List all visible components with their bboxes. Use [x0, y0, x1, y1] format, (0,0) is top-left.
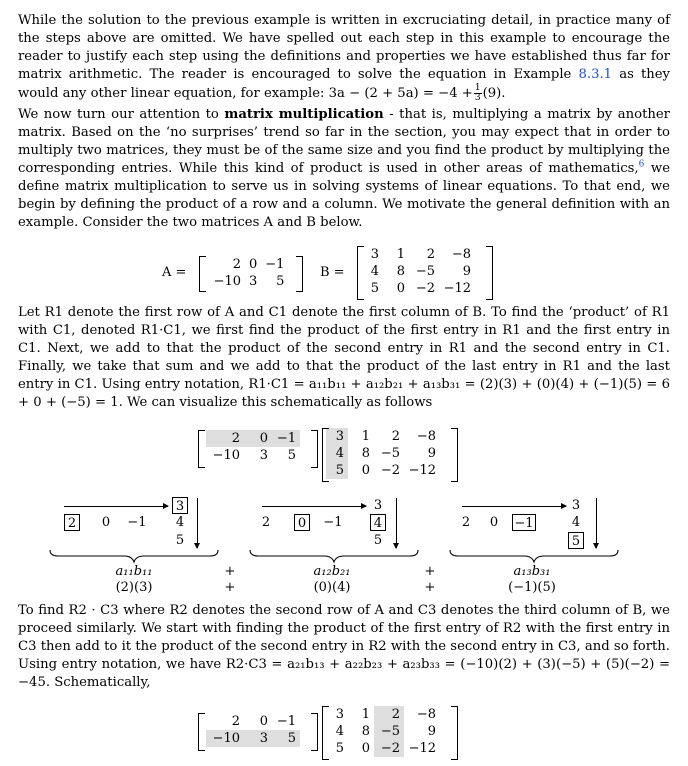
a-cell: −10 [213, 274, 241, 289]
plus-sign: + [424, 564, 436, 579]
term-matrix-multiplication: matrix multiplication [224, 107, 384, 122]
a-cell: 5 [276, 274, 285, 289]
paragraph-intro: While the solution to the previous example is written in excruciating detail, in practice many of the steps above are omitted. We have spelled out each step in this example to encourage the reader to justify each step using the definitions and properties we have established thus far for matrix arithmetic. The reader is encouraged to solve the equation in Example 8.3.1 as they would any other linear equation, for example: 3a − (2 + 5a) = −4 + $\frac{1}{3}$ (9). [18, 13, 671, 103]
matrix-b-highlight-col3: 3 1 2 −8 4 8 −5 9 5 0 −2 −12 [322, 706, 458, 760]
term-value-3: (−1)(5) [508, 580, 556, 595]
textbook-page: While the solution to the previous example is written in excruciating detail, in practice many of the steps above are omitted. We have spelled out each step in this example to encourage the reader to justify each step using the definitions and properties we have established thus far for matrix arithmetic. The reader is encouraged to solve the equation in Example 8.3.1 as they would any other linear equation, for example: 3a − (2 + 5a) = −4 + $\frac{1}{3}$ (9). We now turn our attention to matrix multiplication - that is, multiplying a matrix by another matrix. Based on the ‘no surprises’ trend so far in the section, you may expect that in order to multiply two matrices, they must be of the same size and you find the product by multiplying the corresponding entries. While this kind of product is used in other areas of mathematics,$^6$ we define matrix multiplication to serve us in solving systems of linear equations. To that end, we begin by defining the product of a row and a column. We motivate the general definition with an example. Consider the two matrices A and B below. A = 2 0 −1 −10 3 5 B = 3 1 2 −8 4 8 −5 9 5 0 −2 −12 Let R1 denote the first row of A and C1 denote the first column of B. To find the ‘product’ of R1 with C1, denoted R1·C1, we first find the product of the first entry in R1 and the first entry in C1. Next, we add to that the product of the second entry in R1 and the second entry in C1. Finally, we take that sum and we add to that the product of the last entry in R1 and the last entry in C1. Using entry notation, R1·C1 = a₁₁b₁₁ + a₁₂b₂₁ + a₁₃b₃₁ = (2)(3) + (0)(4) + (−1)(5) = 6 + 0 + (−5) = 1. We can visualize this schematically as follows 2 0 −1 −10 3 5 3 1 2 −8 4 8 −5 9 5 0 −2 −12 2 0 −1 3 4 5 2 0 −1 3 4 5 2 0 −1 3 4 5 a₁₁b₁₁ (2)(3) + + a₁₂b₂₁ (0)(4) + + a₁₃b₃₁ (−1)(5) To find R2 · C3 where R2 denotes the second row of A and C3 denotes the third column of B, we proceed similarly. We start with finding the product of the first entry of R2 with the first entry in C3 then add to it the product of the second entry in R2 with the second entry in C3, and so forth. Using entry notation, we have R2·C3 = a₂₁b₁₃ + a₂₂b₂₃ + a₂₃b₃₃ = (−10)(2) + (3)(−5) + (5)(−2) = −45. Schematically, 2 0 −1 −10 3 5 3 1 2 −8 4 8 −5 9 5 0 −2 −12 [0, 0, 688, 766]
a-cell: 0 [249, 257, 258, 272]
matrix-b: 3 1 2 −8 4 8 −5 9 5 0 −2 −12 [357, 246, 493, 300]
matrix-a-highlight-row2: 2 0 −1 −10 3 5 [198, 713, 318, 751]
term-symbol-2: a₁₂b₂₁ [313, 564, 351, 579]
matrix-a-highlight-row1: 2 0 −1 −10 3 5 [198, 430, 318, 468]
underbraces [48, 548, 620, 564]
paragraph-row-column-product: Let R1 denote the first row of A and C1 denote the first column of B. To find the ‘product’ of R1 with C1, denoted R1·C1, we first find the product of the first entry in R1 and the first entry in C1. Next, we add to that the product of the second entry in R1 and the second entry in C1. Finally, we take that sum and we add to that the product of the last entry in R1 and the last entry in C1. Using entry notation, R1·C1 = a₁₁b₁₁ + a₁₂b₂₁ + a₁₃b₃₁ = (2)(3) + (0)(4) + (−1)(5) = 6 + 0 + (−5) = 1. We can visualize this schematically as follows [18, 305, 670, 410]
term-value-1: (2)(3) [115, 580, 153, 595]
a-cell: 3 [249, 274, 258, 289]
plus-sign: + [224, 580, 236, 595]
matrix-b-highlight-col1: 3 1 2 −8 4 8 −5 9 5 0 −2 −12 [322, 428, 458, 482]
term-symbol-3: a₁₃b₃₁ [513, 564, 551, 579]
example-link[interactable]: 8.3.1 [578, 67, 613, 82]
a-cell: −1 [265, 257, 285, 272]
matrix-a [199, 256, 303, 292]
a-cell: 2 [232, 257, 241, 272]
paragraph-r2-c3: To find R2 · C3 where R2 denotes the second row of A and C3 denotes the third column of B, we proceed similarly. We start with finding the product of the first entry of R2 with the first entry in C3 then add to it the product of the second entry in R2 with the second entry in C3, and so forth. Using entry notation, we have R2·C3 = a₂₁b₁₃ + a₂₂b₂₃ + a₂₃b₃₃ = (−10)(2) + (3)(−5) + (5)(−2) = −45. Schematically, [18, 603, 670, 690]
matrix-b-label: B = [320, 265, 345, 280]
plus-sign: + [224, 564, 236, 579]
term-value-2: (0)(4) [313, 580, 351, 595]
matrix-a-label: A = [162, 265, 187, 280]
paragraph-matrix-multiplication: We now turn our attention to matrix multiplication - that is, multiplying a matrix by another matrix. Based on the ‘no surprises’ trend so far in the section, you may expect that in order to multiply two matrices, they must be of the same size and you find the product by multiplying the corresponding entries. While this kind of product is used in other areas of mathematics,$^6$ we define matrix multiplication to serve us in solving systems of linear equations. To that end, we begin by defining the product of a row and a column. We motivate the general definition with an example. Consider the two matrices A and B below. [18, 107, 670, 230]
term-symbol-1: a₁₁b₁₁ [115, 564, 153, 579]
fraction-one-third: $\frac{1}{3}$ [474, 83, 481, 103]
footnote-marker[interactable]: 6 [638, 159, 645, 170]
plus-sign: + [424, 580, 436, 595]
